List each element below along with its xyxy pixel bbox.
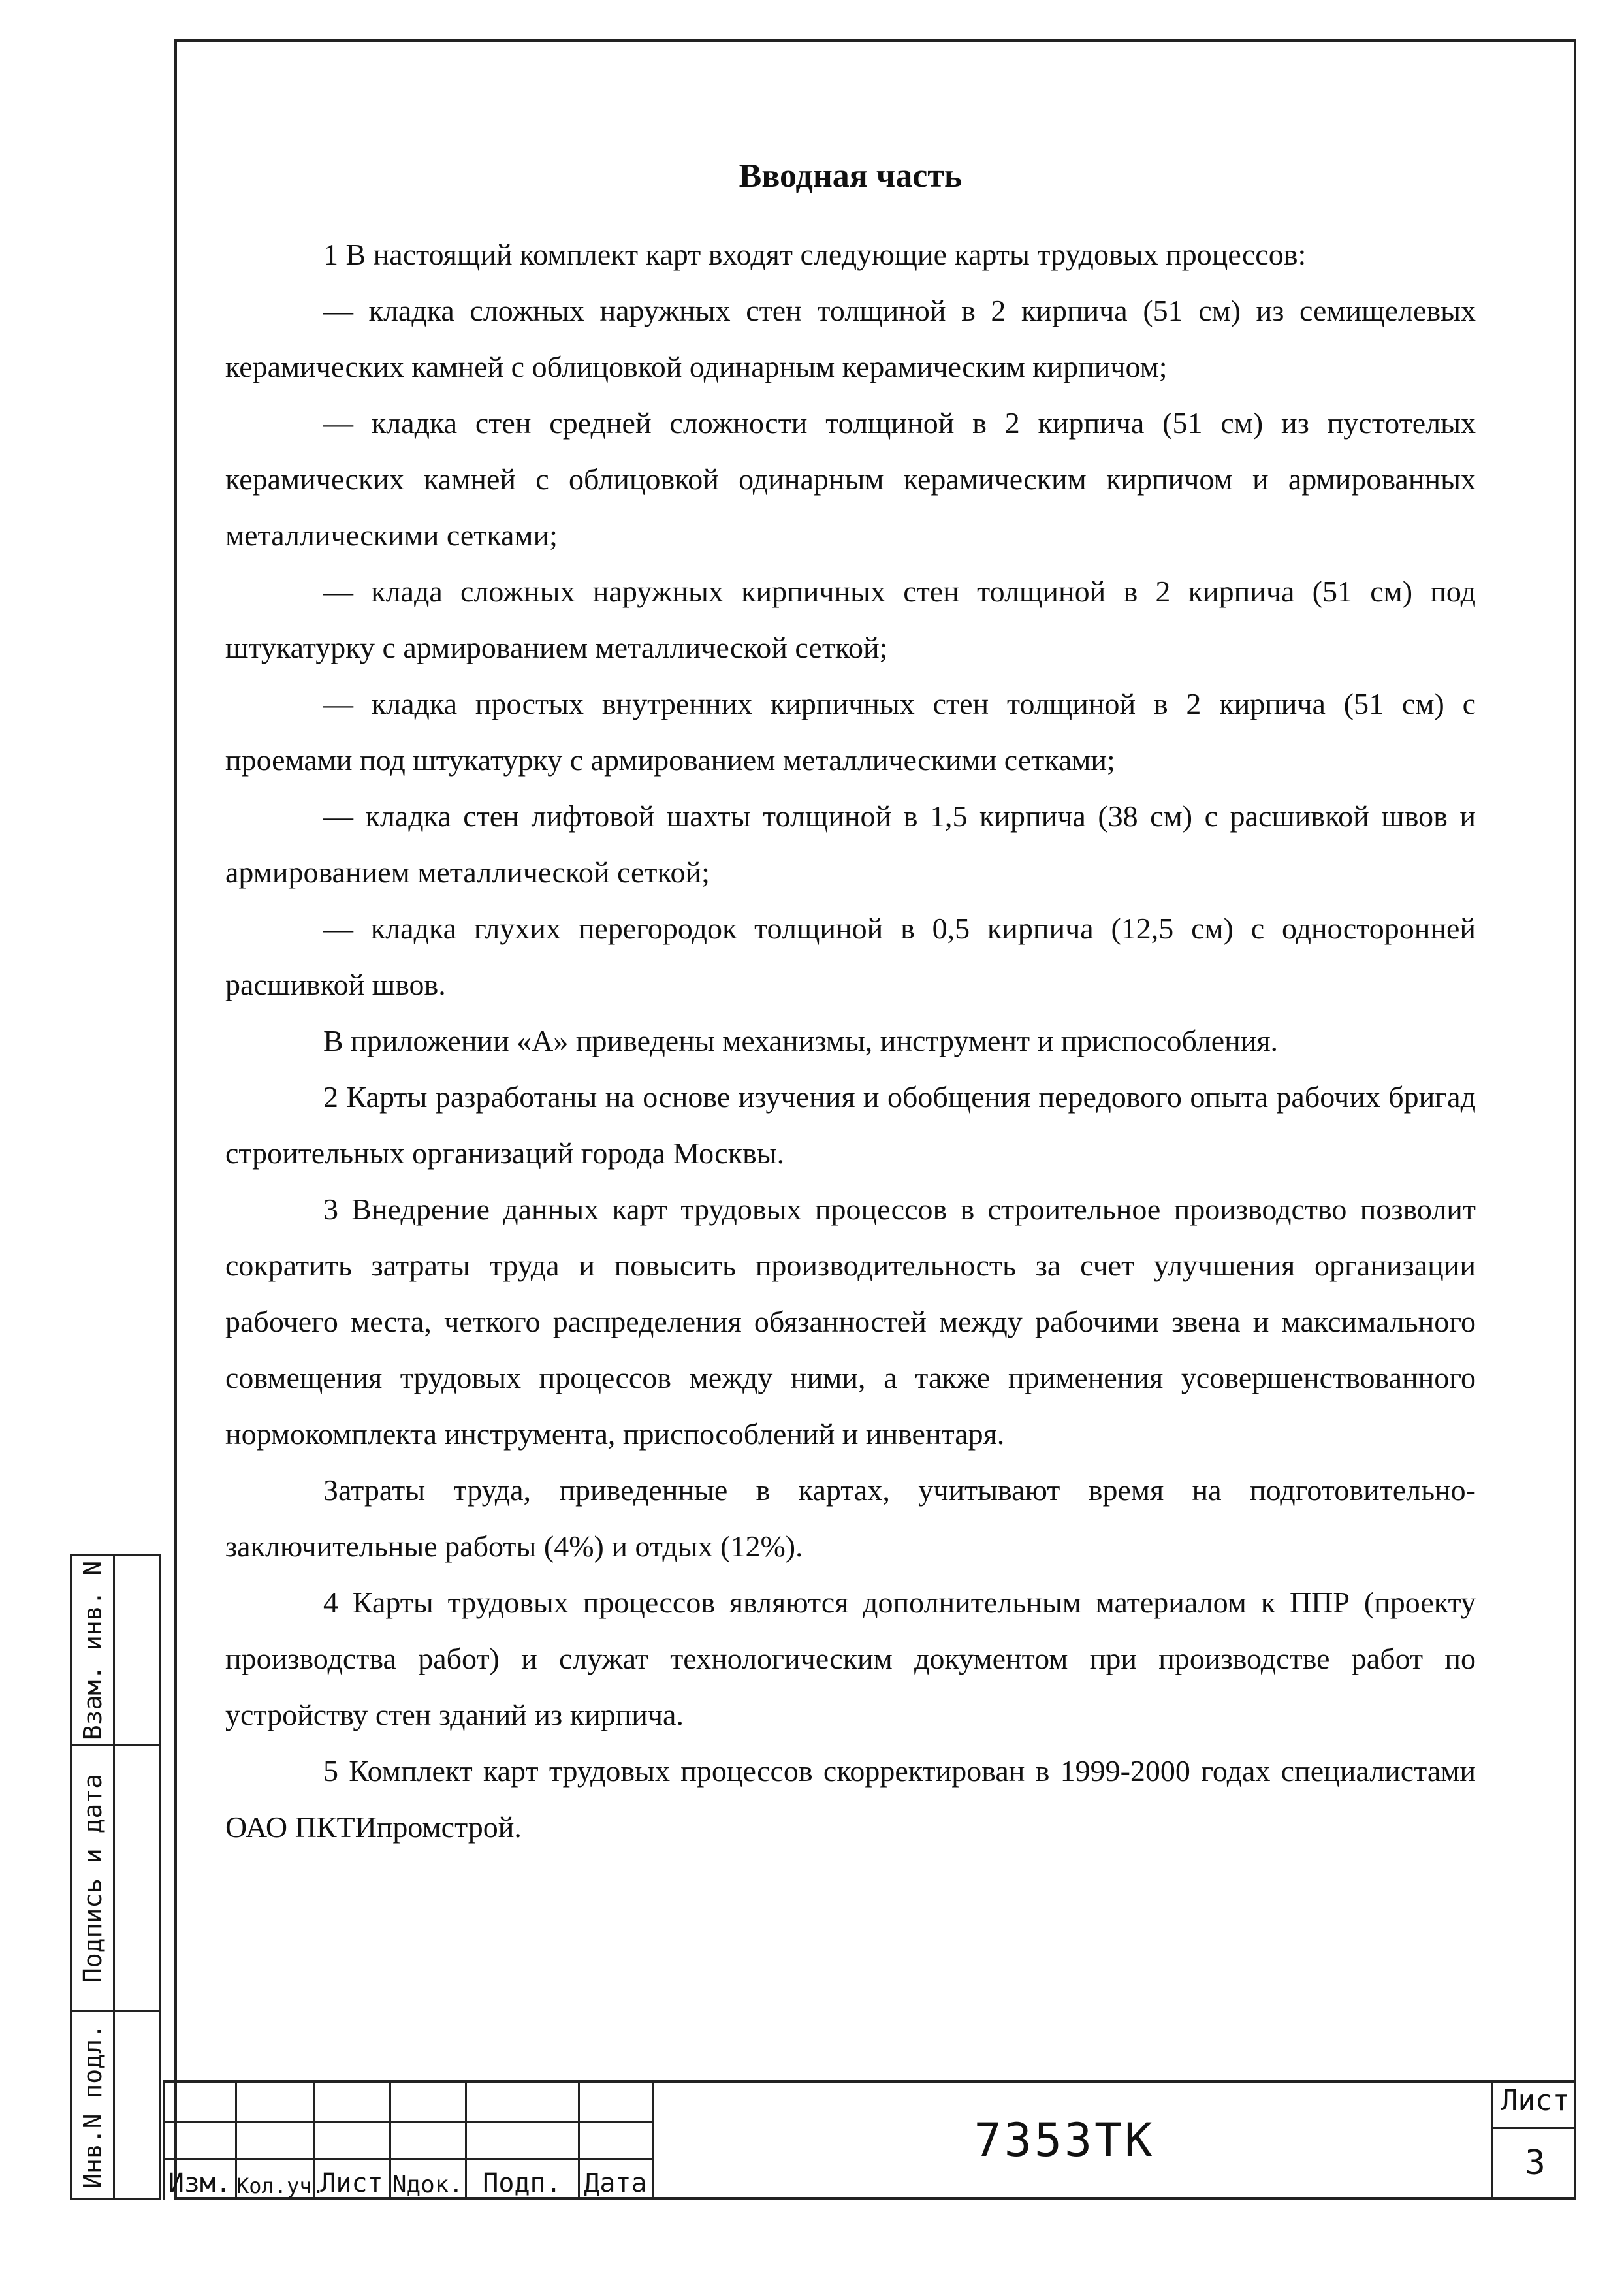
list-item: — кладка сложных наружных стен толщиной в 2 кирпича (51 см) из семищелевых керамических камней с облицовкой одинарным керамическим кирпичом; bbox=[225, 294, 1476, 383]
header-kol-uch: Кол.уч. bbox=[236, 2173, 325, 2198]
list-item: — кладка глухих перегородок толщиной в 0,5 кирпича (12,5 см) с односторонней расшивкой швов. bbox=[225, 912, 1476, 1001]
paragraph: 3 Внедрение данных карт трудовых процессов в строительное производство позволит сократить затраты труда и повысить производительность за счет улучшения организации рабочего места, четкого распределения обязанностей между рабочими звена и максимального совмещения трудовых процессов между ними, а также применения усовершенствованного нормокомплекта инструмента, приспособлений и инвентаря. bbox=[225, 1193, 1476, 1451]
paragraph: 5 Комплект карт трудовых процессов скорректирован в 1999-2000 годах специалистами ОАО ПКТИпромстрой. bbox=[225, 1754, 1476, 1844]
list-item: — кладка стен лифтовой шахты толщиной в 1,5 кирпича (38 см) с расшивкой швов и армированием металлической сеткой; bbox=[225, 799, 1476, 889]
side-stamp bbox=[70, 1554, 161, 2200]
sheet-label: Лист bbox=[1501, 2084, 1570, 2117]
paragraph: 2 Карты разработаны на основе изучения и обобщения передового опыта рабочих бригад строительных организаций города Москвы. bbox=[225, 1080, 1476, 1170]
header-ndok: Nдок. bbox=[392, 2172, 464, 2198]
document-title: Вводная часть bbox=[739, 157, 963, 195]
header-data: Дата bbox=[584, 2168, 647, 2198]
paragraph: 1 В настоящий комплект карт входят следующие карты трудовых процессов: bbox=[323, 238, 1307, 271]
document-code: 7353ТК bbox=[974, 2113, 1155, 2167]
inv-podl-label: Инв.N подл. bbox=[78, 2023, 107, 2189]
document-body bbox=[225, 157, 1476, 1855]
podpis-data-label: Подпись и дата bbox=[78, 1773, 107, 1983]
paragraph: В приложении «А» приведены механизмы, инструмент и приспособления. bbox=[323, 1024, 1279, 1057]
side-cell-vzam bbox=[72, 1556, 161, 1746]
sheet-number: 3 bbox=[1525, 2143, 1546, 2183]
list-item: — клада сложных наружных кирпичных стен толщиной в 2 кирпича (51 см) под штукатурку с армированием металлической сеткой; bbox=[225, 575, 1476, 664]
list-item: — кладка стен средней сложности толщиной в 2 кирпича (51 см) из пустотелых керамических камней с облицовкой одинарным керамическим кирпичом и армированных металлическими сетками; bbox=[225, 406, 1476, 552]
vzam-inv-label: Взам. инв. N bbox=[78, 1560, 107, 1740]
header-list: Лист bbox=[320, 2168, 383, 2198]
paragraph: 4 Карты трудовых процессов являются дополнительным материалом к ППР (проекту производства работ) и служат технологическим документом при производстве работ по устройству стен зданий из кирпича. bbox=[225, 1586, 1476, 1731]
side-cell-podpis bbox=[72, 1746, 161, 2012]
header-izm: Изм. bbox=[168, 2168, 232, 2198]
header-podp: Подп. bbox=[483, 2168, 562, 2198]
paragraph: Затраты труда, приведенные в картах, учитывают время на подготовительно-заключительные работы (4%) и отдых (12%). bbox=[225, 1473, 1476, 1563]
list-item: — кладка простых внутренних кирпичных стен толщиной в 2 кирпича (51 см) с проемами под штукатурку с армированием металлическими сетками; bbox=[225, 687, 1476, 777]
side-cell-inv-podl bbox=[72, 2012, 161, 2200]
